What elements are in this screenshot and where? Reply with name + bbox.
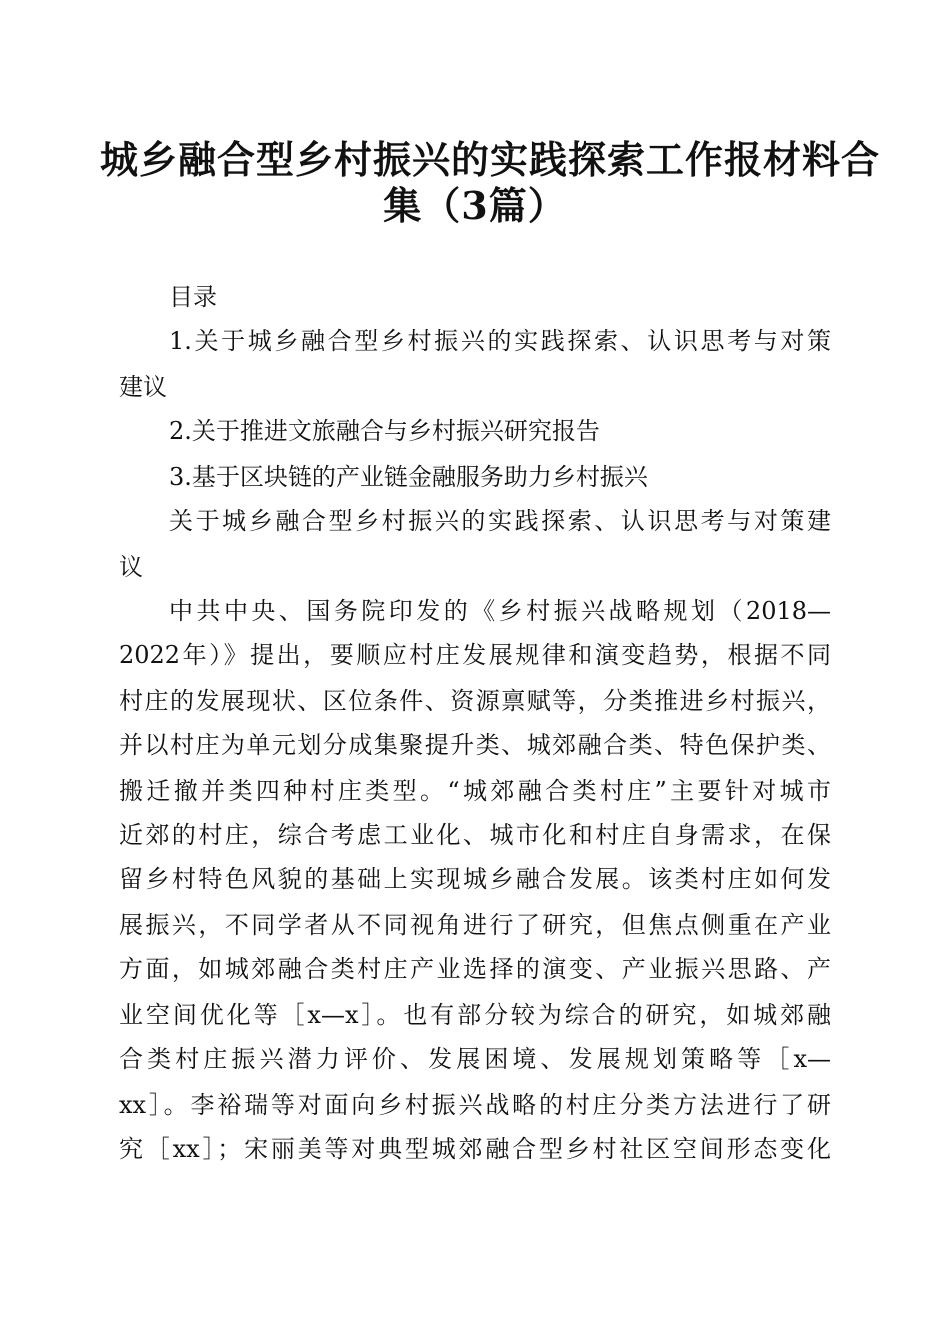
section-heading: 关于城乡融合型乡村振兴的实践探索、认识思考与对策建 <box>169 507 831 535</box>
body-line-5: 搬迁撤并类四种村庄类型。“城郊融合类村庄”主要针对城市 <box>119 777 831 805</box>
body-line-6: 近郊的村庄，综合考虑工业化、城市化和村庄自身需求，在保 <box>119 821 831 849</box>
body-line-12: xx］。李裕瑞等对面向乡村振兴战略的村庄分类方法进行了研 <box>119 1091 831 1119</box>
document-title-line-1: 城乡融合型乡村振兴的实践探索工作报材料合 <box>100 137 881 182</box>
body-line-9: 方面，如城郊融合类村庄产业选择的演变、产业振兴思路、产 <box>119 955 831 983</box>
section-heading-continuation: 议 <box>119 553 143 581</box>
document-title-line-2: 集（3篇） <box>383 183 567 228</box>
body-line-13: 究［xx］；宋丽美等对典型城郊融合型乡村社区空间形态变化 <box>119 1135 831 1163</box>
body-line-2: 2022年）》提出，要顺应村庄发展规律和演变趋势，根据不同 <box>119 641 831 669</box>
toc-item-1-continuation: 建议 <box>119 373 167 401</box>
body-line-4: 并以村庄为单元划分成集聚提升类、城郊融合类、特色保护类、 <box>119 731 831 759</box>
body-line-3: 村庄的发展现状、区位条件、资源禀赋等，分类推进乡村振兴， <box>119 687 831 715</box>
toc-heading: 目录 <box>169 283 217 311</box>
toc-item-2: 2.关于推进文旅融合与乡村振兴研究报告 <box>169 417 600 445</box>
toc-item-3: 3.基于区块链的产业链金融服务助力乡村振兴 <box>169 463 648 491</box>
body-line-1: 中共中央、国务院印发的《乡村振兴战略规划（2018— <box>169 597 831 625</box>
toc-item-1: 1.关于城乡融合型乡村振兴的实践探索、认识思考与对策 <box>169 327 831 355</box>
body-line-8: 展振兴，不同学者从不同视角进行了研究，但焦点侧重在产业 <box>119 911 831 939</box>
body-line-11: 合类村庄振兴潜力评价、发展困境、发展规划策略等［x— <box>119 1045 831 1073</box>
body-line-7: 留乡村特色风貌的基础上实现城乡融合发展。该类村庄如何发 <box>119 865 831 893</box>
body-line-10: 业空间优化等［x—x］。也有部分较为综合的研究，如城郊融 <box>119 1001 831 1029</box>
